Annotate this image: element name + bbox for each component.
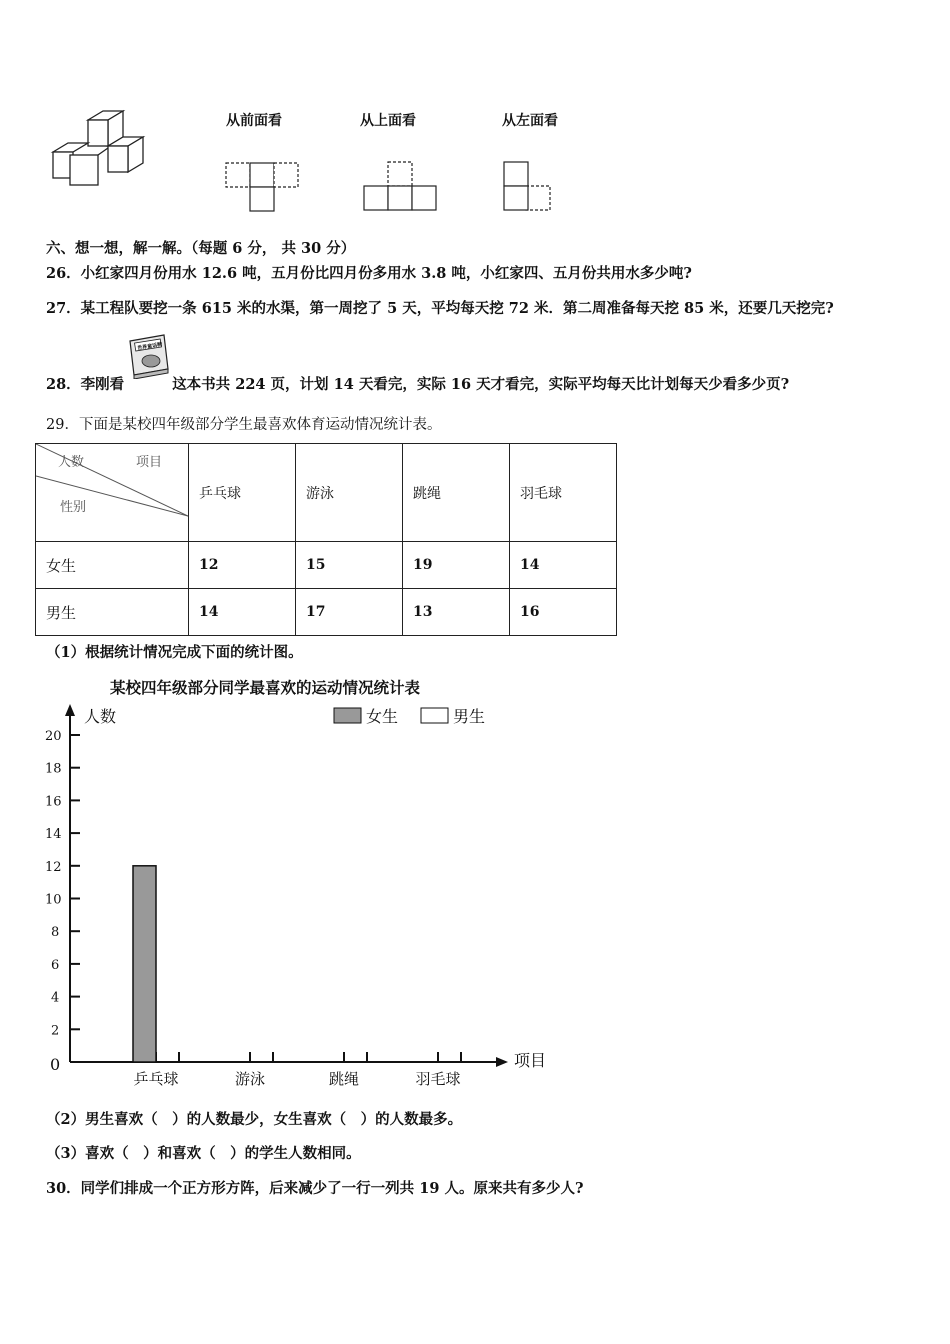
corner-people: 人数 — [58, 455, 85, 470]
x-category-label: 羽毛球 — [415, 1070, 461, 1088]
table-cell: 12 — [189, 542, 296, 589]
table-row — [36, 589, 617, 636]
column-header: 游泳 — [296, 444, 403, 542]
legend-label-girls: 女生 — [366, 707, 399, 726]
y-axis-title: 人数 — [84, 707, 117, 726]
bar-chart — [0, 700, 600, 1095]
x-category-label: 乒乓球 — [133, 1070, 179, 1088]
table-corner-cell — [36, 444, 189, 542]
table-cell: 15 — [296, 542, 403, 589]
x-category-label: 跳绳 — [328, 1070, 360, 1088]
question-28-prefix: 28．李刚看 — [46, 376, 125, 393]
x-axis-title: 项目 — [514, 1051, 547, 1070]
y-tick-label: 0 — [50, 1055, 61, 1074]
table-cell: 14 — [189, 589, 296, 636]
corner-gender: 性别 — [60, 500, 87, 515]
y-tick-label: 4 — [51, 990, 60, 1006]
question-29-intro: 29．下面是某校四年级部分学生最喜欢体育运动情况统计表。 — [46, 417, 442, 433]
y-tick-label: 20 — [45, 729, 62, 744]
table-cell: 19 — [403, 542, 510, 589]
legend-label-boys: 男生 — [453, 707, 486, 726]
chart-title: 某校四年级部分同学最喜欢的运动情况统计表 — [110, 678, 421, 697]
book-icon — [126, 341, 170, 395]
column-header: 乒乓球 — [189, 444, 296, 542]
view-label-front: 从前面看 — [226, 113, 282, 129]
view-label-left: 从左面看 — [502, 113, 558, 129]
book-title: 世界童话精 — [137, 341, 163, 352]
row-label: 女生 — [36, 542, 189, 589]
x-axis-arrow — [496, 1057, 508, 1067]
question-30: 30．同学们排成一个正方形方阵，后来减少了一行一列共 19 人。原来共有多少人? — [46, 1180, 584, 1197]
legend-swatch-boys — [421, 708, 448, 723]
y-tick-label: 8 — [51, 925, 60, 941]
table-header-row — [36, 444, 617, 542]
y-tick-label: 12 — [45, 859, 62, 875]
question-28 — [46, 341, 790, 395]
question-28-suffix: 这本书共 224 页，计划 14 天看完，实际 16 天才看完，实际平均每天比计划每天少看多少页? — [172, 376, 790, 393]
stats-table — [35, 443, 617, 636]
column-header: 羽毛球 — [510, 444, 617, 542]
x-category-label: 游泳 — [234, 1070, 266, 1088]
table-row — [36, 542, 617, 589]
table-cell: 14 — [510, 542, 617, 589]
y-tick-label: 2 — [51, 1023, 60, 1039]
left-view-drawing — [502, 160, 562, 214]
row-label: 男生 — [36, 589, 189, 636]
y-tick-label: 18 — [45, 761, 62, 777]
question-29-part1: （1）根据统计情况完成下面的统计图。 — [46, 644, 303, 661]
table-cell: 16 — [510, 589, 617, 636]
y-tick-label: 6 — [51, 957, 60, 973]
y-tick-label: 16 — [45, 794, 62, 810]
y-axis-arrow — [65, 704, 75, 716]
question-29-part2: （2）男生喜欢（ ）的人数最少，女生喜欢（ ）的人数最多。 — [46, 1111, 463, 1128]
bar-girls-0 — [133, 866, 156, 1062]
legend-swatch-girls — [334, 708, 361, 723]
top-view-drawing — [362, 160, 442, 214]
corner-item: 项目 — [136, 455, 163, 470]
y-tick-label: 10 — [45, 892, 62, 908]
section-heading: 六、想一想，解一解。（每题 6 分， 共 30 分） — [46, 240, 356, 257]
column-header: 跳绳 — [403, 444, 510, 542]
question-29-part3: （3）喜欢（ ）和喜欢（ ）的学生人数相同。 — [46, 1145, 361, 1162]
table-cell: 17 — [296, 589, 403, 636]
question-27: 27．某工程队要挖一条 615 米的水渠，第一周挖了 5 天，平均每天挖 72 米．第二周准备每天挖 85 米，还要几天挖完? — [46, 300, 834, 317]
table-cell: 13 — [403, 589, 510, 636]
question-26: 26．小红家四月份用水 12.6 吨，五月份比四月份多用水 3.8 吨，小红家四、五月份共用水多少吨? — [46, 265, 692, 282]
cube-stack-figure — [48, 105, 158, 190]
y-tick-label: 14 — [45, 827, 62, 843]
front-view-drawing — [224, 160, 304, 214]
view-label-top: 从上面看 — [360, 113, 416, 129]
